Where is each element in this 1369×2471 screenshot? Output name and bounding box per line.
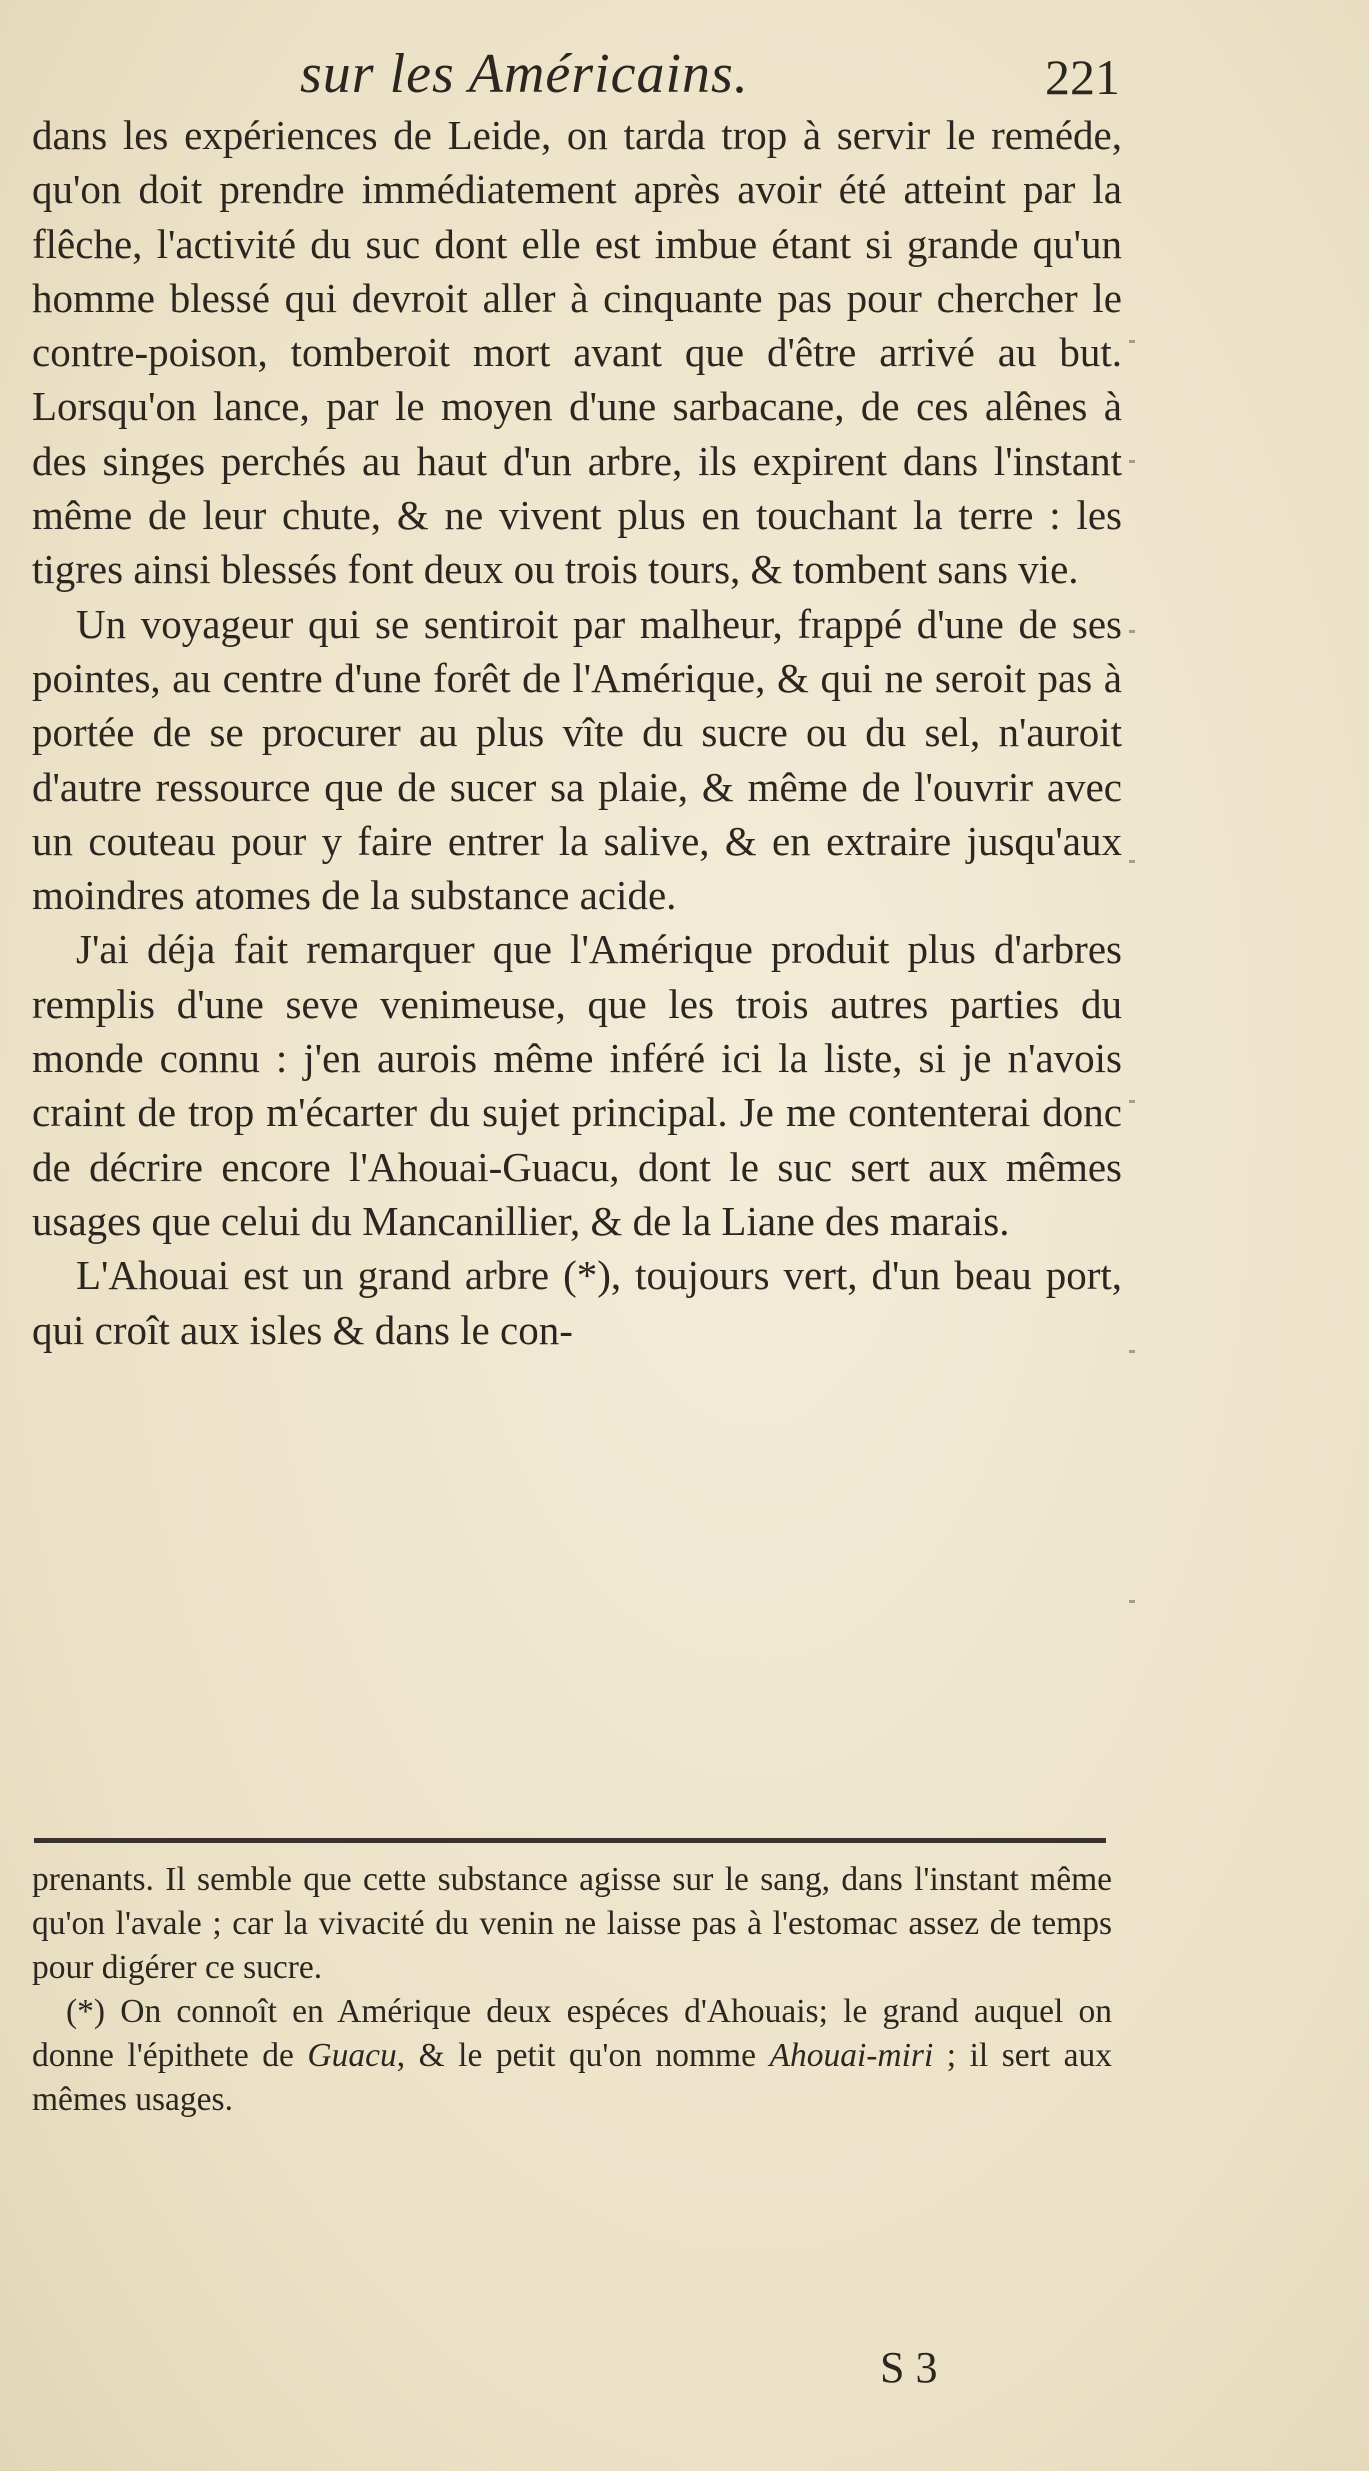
margin-speck <box>1129 1350 1135 1353</box>
margin-speck <box>1129 630 1135 633</box>
footnote-continuation: prenants. Il semble que cette substance agisse sur le sang, dans l'instant même qu'on l'avale ; car la vivacité du venin ne laisse pas à l'estomac assez de temps pour digérer ce sucre. <box>32 1861 1112 1986</box>
paragraph: L'Ahouai est un grand arbre (*), toujours vert, d'un beau port, qui croît aux isles & dans le con- <box>32 1252 1122 1353</box>
page-number: 221 <box>1045 49 1120 105</box>
paragraph: dans les expériences de Leide, on tarda trop à servir le reméde, qu'on doit prendre immédiatement après avoir été atteint par la flêche, l'activité du suc dont elle est imbue étant si grande qu'un homme blessé qui devroit aller à cinquante pas pour chercher le contre-poison, tomberoit mort avant que d'être arrivé au but. Lorsqu'on lance, par le moyen d'une sarbacane, de ces alênes à des singes perchés au haut d'un arbre, ils expirent dans l'instant même de leur chute, & ne vivent plus en touchant la terre : les tigres ainsi blessés font deux ou trois tours, & tombent sans vie. <box>32 112 1122 593</box>
margin-speck <box>1129 340 1135 343</box>
paragraph: J'ai déja fait remarquer que l'Amérique produit plus d'arbres remplis d'une seve venimeuse, que les trois autres parties du monde connu : j'en aurois même inféré ici la liste, si je n'avois craint de trop m'écarter du sujet principal. Je me contenterai donc de décrire encore l'Ahouai-Guacu, dont le suc sert aux mêmes usages que celui du Mancanillier, & de la Liane des marais. <box>32 926 1122 1244</box>
footnote-text: (*) On connoît en Amérique deux espéces d'Ahouais; le grand auquel on donne l'épithete de <box>32 1993 1112 2074</box>
signature-mark: S 3 <box>880 2343 938 2392</box>
footnote-text: , & le petit qu'on nomme <box>396 2037 756 2074</box>
footnote-text: ; il sert aux mêmes usages. <box>32 2037 1112 2118</box>
footnote-term: Guacu <box>307 2037 397 2074</box>
margin-speck <box>1129 1600 1135 1603</box>
margin-speck <box>1129 460 1135 463</box>
margin-specks <box>1129 340 1139 1740</box>
footnote-star <box>32 1990 1112 2122</box>
margin-speck <box>1129 860 1135 863</box>
paragraph: Un voyageur qui se sentiroit par malheur, frappé d'une de ses pointes, au centre d'une forêt de l'Amérique, & qui ne seroit pas à portée de se procurer au plus vîte du sucre ou du sel, n'auroit d'autre ressource que de sucer sa plaie, & même de l'ouvrir avec un couteau pour y faire entrer la salive, & en extraire jusqu'aux moindres atomes de la substance acide. <box>32 600 1122 919</box>
footnote-divider <box>34 1838 1106 1843</box>
running-title: sur les Américains. <box>300 43 749 105</box>
footnote-term: Ahouai-miri <box>769 2037 934 2074</box>
footnotes <box>32 1858 1112 2122</box>
margin-speck <box>1129 1100 1135 1103</box>
body-text <box>32 108 1122 1357</box>
